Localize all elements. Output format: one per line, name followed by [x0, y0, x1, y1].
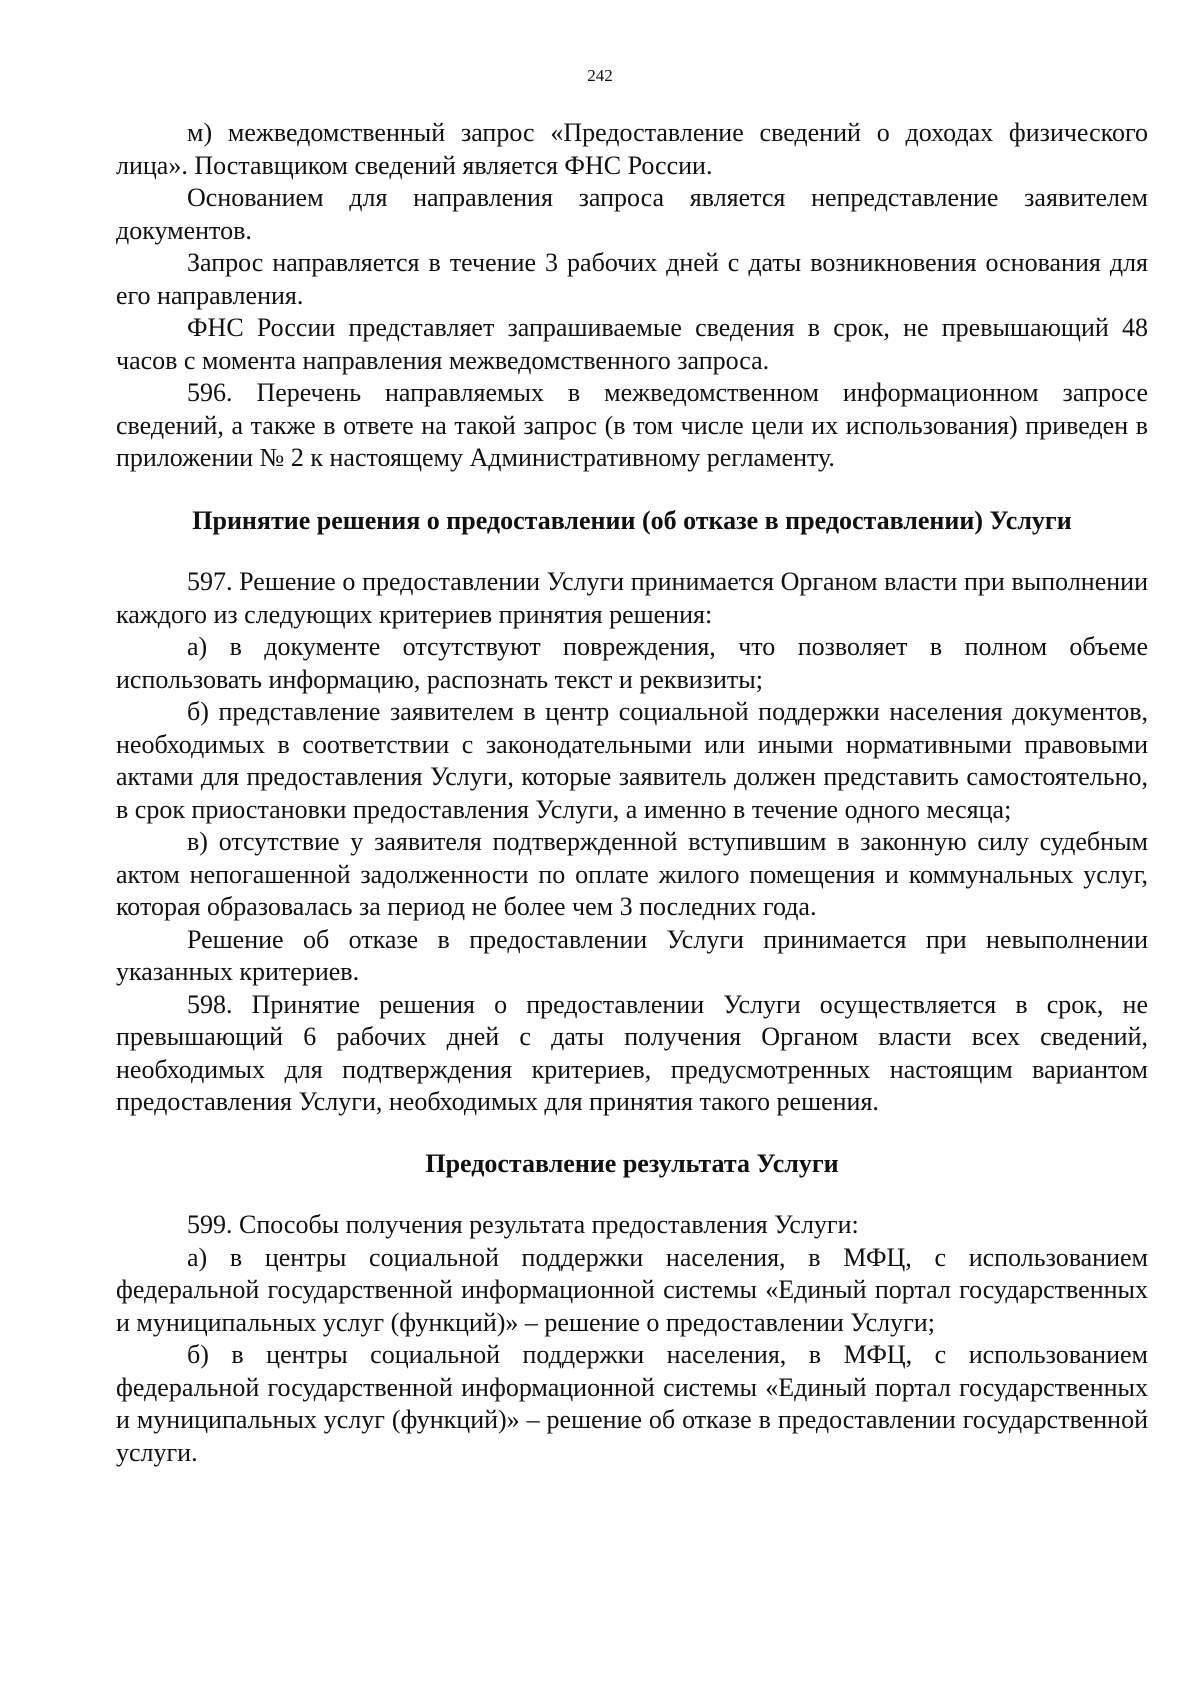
section-heading-decision: Принятие решения о предоставлении (об отказе в предоставлении) Услуги: [192, 505, 1072, 535]
paragraph-596: 596. Перечень направляемых в межведомственном информационном запросе сведений, а также в ответе на такой запрос (в том числе цели их использования) приведен в приложении № 2 к настоящему Административному регламенту.: [116, 378, 1148, 472]
paragraph-request-timing: Запрос направляется в течение 3 рабочих дней с даты возникновения основания для его направления.: [116, 248, 1148, 310]
paragraph-597-a: а) в документе отсутствуют повреждения, что позволяет в полном объеме использовать информацию, распознать текст и реквизиты;: [116, 632, 1148, 694]
paragraph-599-b: б) в центры социальной поддержки населения, в МФЦ, с использованием федеральной государственной информационной системы «Единый портал государственных и муниципальных услуг (функций)» – решение об отказе в предоставлении государственной услуги.: [116, 1340, 1148, 1467]
paragraph-597-v: в) отсутствие у заявителя подтвержденной вступившим в законную силу судебным актом непогашенной задолженности по оплате жилого помещения и коммунальных услуг, которая образовалась за период не более чем 3 последних года.: [116, 827, 1148, 921]
paragraph-m-fns-request: м) межведомственный запрос «Предоставление сведений о доходах физического лица». Поставщиком сведений является ФНС России.: [116, 118, 1148, 180]
paragraph-request-basis: Основанием для направления запроса является непредставление заявителем документов.: [116, 183, 1148, 245]
page-number: 242: [587, 66, 613, 85]
paragraph-597: 597. Решение о предоставлении Услуги принимается Органом власти при выполнении каждого из следующих критериев принятия решения:: [116, 567, 1148, 629]
paragraph-599: 599. Способы получения результата предоставления Услуги:: [187, 1210, 859, 1239]
paragraph-599-a: а) в центры социальной поддержки населения, в МФЦ, с использованием федеральной государственной информационной системы «Единый портал государственных и муниципальных услуг (функций)» – решение о предоставлении Услуги;: [116, 1242, 1148, 1337]
page-content: [116, 117, 1148, 1469]
paragraph-597-b: б) представление заявителем в центр социальной поддержки населения документов, необходимых в соответствии с законодательными или иными нормативными правовыми актами для предоставления Услуги, которые заявитель должен представить самостоятельно, в срок приостановки предоставления Услуги, а именно в течение одного месяца;: [116, 697, 1148, 824]
paragraph-refusal-decision: Решение об отказе в предоставлении Услуги принимается при невыполнении указанных критериев.: [116, 924, 1148, 986]
section-heading-result: Предоставление результата Услуги: [425, 1148, 839, 1178]
paragraph-598: 598. Принятие решения о предоставлении Услуги осуществляется в срок, не превышающий 6 рабочих дней с даты получения Органом власти всех сведений, необходимых для подтверждения критериев, предусмотренных настоящим вариантом предоставления Услуги, необходимых для принятия такого решения.: [116, 989, 1148, 1116]
paragraph-fns-response-time: ФНС России представляет запрашиваемые сведения в срок, не превышающий 48 часов с момента направления межведомственного запроса.: [116, 313, 1148, 375]
